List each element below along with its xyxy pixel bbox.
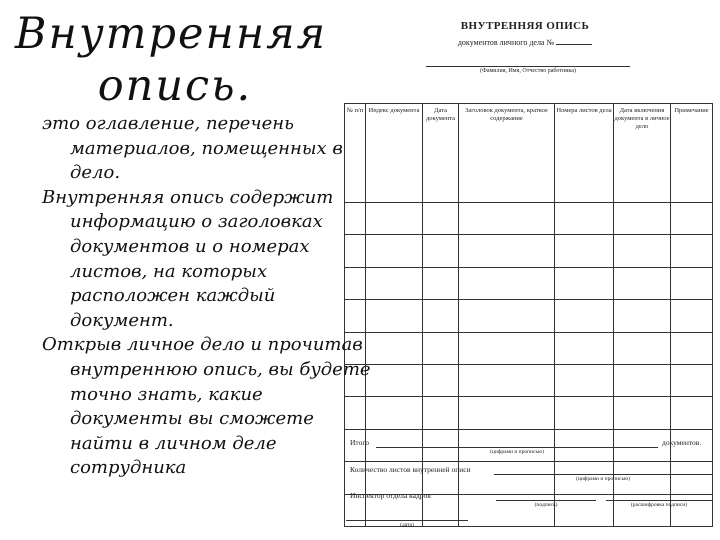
- slide-body: [42, 112, 372, 481]
- inventory-cell: [423, 429, 459, 461]
- inventory-cell: [671, 267, 713, 299]
- inventory-cell: [555, 364, 614, 396]
- form-title: ВНУТРЕННЯЯ ОПИСЬ: [460, 20, 590, 32]
- inventory-cell: [459, 267, 555, 299]
- inventory-cell: [366, 397, 423, 429]
- total-line: [376, 447, 658, 448]
- inventory-cell: [671, 364, 713, 396]
- inventory-cell: [423, 397, 459, 429]
- column-header: Заголовок документа, краткое содержание: [459, 104, 555, 203]
- inventory-cell: [555, 429, 614, 461]
- inventory-cell: [423, 300, 459, 332]
- inventory-row: [345, 397, 713, 429]
- inspector-label: Инспектор отдела кадров: [350, 491, 431, 500]
- inventory-cell: [671, 494, 713, 526]
- inventory-cell: [423, 332, 459, 364]
- form-subtitle: [330, 38, 720, 47]
- inventory-cell: [366, 332, 423, 364]
- inventory-cell: [555, 300, 614, 332]
- inventory-cell: [459, 235, 555, 267]
- column-header: Дата документа: [423, 104, 459, 203]
- inventory-cell: [423, 364, 459, 396]
- case-number-blank: [556, 44, 592, 45]
- inventory-cell: [555, 494, 614, 526]
- inventory-cell: [555, 203, 614, 235]
- inventory-cell: [366, 203, 423, 235]
- inventory-cell: [671, 332, 713, 364]
- inventory-row: [345, 235, 713, 267]
- inventory-form-image: [330, 10, 720, 540]
- inventory-cell: [366, 364, 423, 396]
- inventory-cell: [459, 364, 555, 396]
- column-header: Индекс документа: [366, 104, 423, 203]
- inventory-cell: [555, 332, 614, 364]
- inventory-cell: [423, 203, 459, 235]
- sheets-label: Количество листов внутренней описи: [350, 465, 471, 474]
- owner-name-line: [426, 66, 630, 67]
- inventory-table-wrap: [344, 103, 712, 527]
- inventory-cell: [459, 203, 555, 235]
- inventory-table: [344, 103, 713, 527]
- column-header: № п/п: [345, 104, 366, 203]
- sheets-hint: (цифрами и прописью): [576, 476, 630, 482]
- inventory-cell: [614, 494, 671, 526]
- inventory-cell: [423, 235, 459, 267]
- inventory-cell: [459, 397, 555, 429]
- inventory-cell: [555, 235, 614, 267]
- inventory-cell: [614, 300, 671, 332]
- inventory-cell: [423, 267, 459, 299]
- inventory-cell: [459, 429, 555, 461]
- decode-line: [606, 500, 712, 501]
- inventory-cell: [555, 397, 614, 429]
- inventory-row: [345, 429, 713, 461]
- inventory-cell: [459, 332, 555, 364]
- inventory-header-row: [345, 104, 713, 203]
- paragraph-contents: Внутренняя опись содержит информацию о заголовках документов и о номерах листов, на которых расположен каждый документ.: [42, 186, 334, 331]
- inventory-cell: [614, 235, 671, 267]
- inventory-cell: [366, 429, 423, 461]
- owner-name-hint: (Фамилия, Имя, Отчество работника): [480, 68, 576, 74]
- inventory-row: [345, 332, 713, 364]
- inventory-row: [345, 267, 713, 299]
- inventory-cell: [671, 235, 713, 267]
- inventory-cell: [459, 494, 555, 526]
- inventory-cell: [614, 267, 671, 299]
- inventory-cell: [555, 267, 614, 299]
- sheets-line: [494, 474, 712, 475]
- column-header: Номера листов дела: [555, 104, 614, 203]
- paragraph-usage: Открыв личное дело и прочитав внутреннюю опись, вы будете точно знать, какие документы вы сможете найти в личном деле сотрудника: [42, 334, 371, 479]
- inventory-cell: [671, 397, 713, 429]
- date-line: [346, 520, 468, 521]
- inventory-row: [345, 300, 713, 332]
- inventory-row: [345, 203, 713, 235]
- inventory-cell: [614, 203, 671, 235]
- total-suffix: документов.: [662, 438, 702, 447]
- date-hint: (дата): [400, 522, 414, 528]
- slide-title-line2: опись.: [97, 61, 253, 111]
- inventory-cell: [671, 300, 713, 332]
- inventory-cell: [366, 300, 423, 332]
- decode-hint: (расшифровка подписи): [630, 502, 688, 508]
- inventory-cell: [459, 300, 555, 332]
- signature-hint: (подпись): [534, 502, 558, 508]
- total-hint: (цифрами и прописью): [490, 449, 544, 455]
- column-header: Примечание: [671, 104, 713, 203]
- inventory-cell: [366, 235, 423, 267]
- inventory-cell: [614, 364, 671, 396]
- signature-line: [496, 500, 596, 501]
- slide-title: [6, 8, 336, 112]
- inventory-cell: [614, 332, 671, 364]
- slide-title-line1: Внутренняя: [14, 9, 328, 59]
- inventory-cell: [671, 203, 713, 235]
- inventory-cell: [614, 397, 671, 429]
- inventory-row: [345, 364, 713, 396]
- column-header: Дата включения документа в личное дело: [614, 104, 671, 203]
- form-subtitle-text: документов личного дела №: [457, 38, 555, 47]
- inventory-cell: [366, 267, 423, 299]
- paragraph-definition: это оглавление, перечень материалов, помещенных в дело.: [42, 113, 343, 184]
- total-label: Итого: [350, 438, 369, 447]
